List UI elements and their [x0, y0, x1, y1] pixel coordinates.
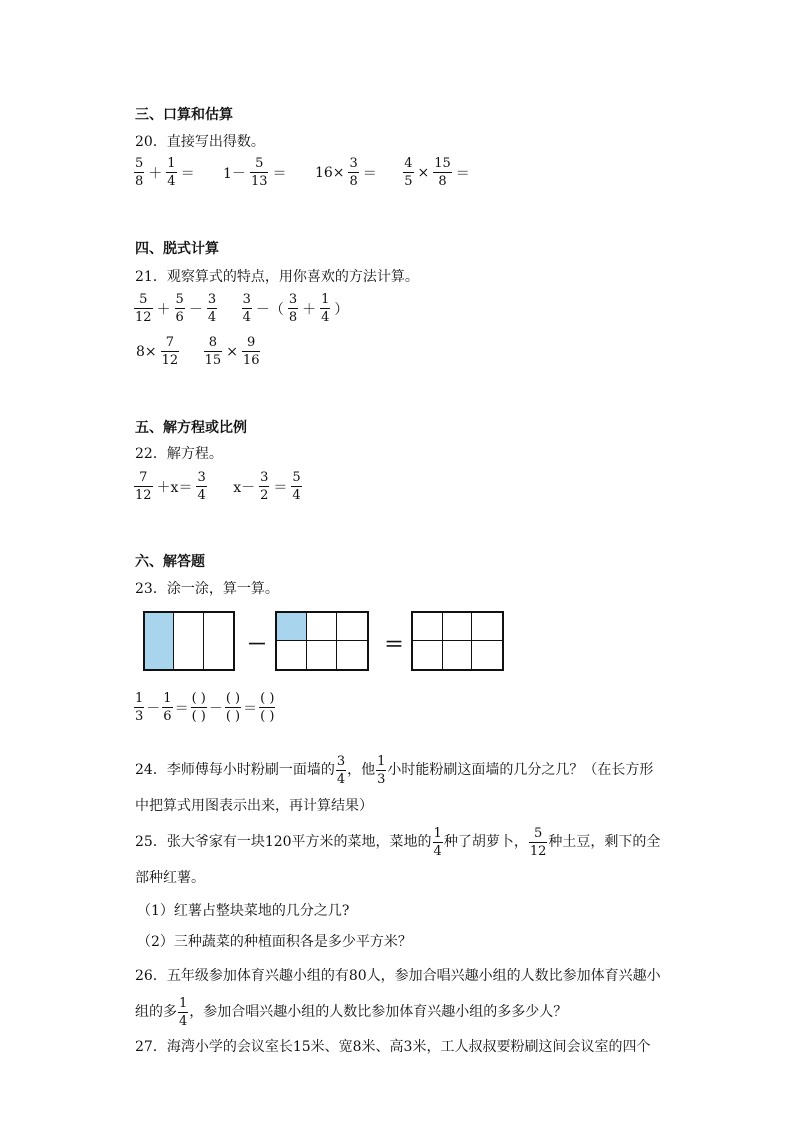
- operator: ＋: [148, 165, 163, 182]
- blank-den[interactable]: ( ): [191, 709, 206, 724]
- grid-cell-shaded[interactable]: [145, 613, 174, 669]
- grid-cell[interactable]: [472, 613, 502, 641]
- frac-num: 1: [167, 156, 176, 171]
- operator: －（: [255, 301, 284, 318]
- frac-den: 5: [404, 174, 413, 189]
- operator: ＋x＝: [156, 479, 193, 496]
- q20-expr-1: [133, 157, 198, 188]
- frac-num: 4: [404, 156, 413, 171]
- grid-cell[interactable]: [174, 613, 203, 669]
- operator: ＝: [273, 479, 288, 496]
- frac-num: 5: [135, 156, 144, 171]
- q21-expr-2: [241, 293, 352, 324]
- frac-den: 4: [336, 771, 346, 787]
- frac-num: 5: [250, 157, 269, 173]
- grid-cell[interactable]: [204, 613, 233, 669]
- equals-sign: ＝: [384, 632, 404, 656]
- q25-text-3: 种土豆，剩下的全部种红薯。: [135, 834, 661, 886]
- frac-den: 4: [242, 310, 251, 325]
- operator: －: [188, 301, 203, 318]
- grid-cell[interactable]: [413, 641, 443, 669]
- frac-num: 1: [135, 691, 144, 706]
- equals-sign: ＝: [272, 165, 287, 182]
- grid-cell[interactable]: [307, 641, 337, 669]
- frac-den: 8: [438, 174, 447, 189]
- blank-num[interactable]: ( ): [260, 691, 275, 706]
- frac-den: 4: [207, 310, 217, 325]
- blank-num[interactable]: ( ): [225, 691, 241, 706]
- operator: ×: [417, 164, 430, 181]
- frac-den: 8: [288, 310, 298, 325]
- operator: ＋: [156, 301, 171, 318]
- frac-den: 4: [167, 174, 176, 189]
- frac-den: 16: [242, 353, 260, 368]
- frac-den: 4: [197, 488, 206, 503]
- frac-num: 7: [134, 471, 153, 487]
- frac-num: 3: [197, 470, 206, 485]
- grid-cell[interactable]: [472, 641, 502, 669]
- prefix: x－: [233, 479, 256, 496]
- frac-den: 2: [260, 488, 269, 503]
- question-23-title: 23．涂一涂，算一算。: [135, 581, 279, 597]
- question-25: [135, 824, 665, 896]
- grid-cell[interactable]: [337, 613, 367, 641]
- operator: ＋: [302, 301, 317, 318]
- q25-text-2: 种了胡萝卜，: [443, 834, 528, 850]
- frac-num: 3: [242, 292, 251, 307]
- frac-num: 1: [321, 292, 330, 307]
- q23-formula: [133, 692, 276, 723]
- question-22-equations: [133, 471, 321, 502]
- prefix: 8×: [136, 343, 157, 360]
- frac-num: 3: [207, 292, 217, 307]
- grid-cell[interactable]: [307, 613, 337, 641]
- frac-den: 6: [163, 709, 172, 724]
- frac-den: 13: [250, 174, 268, 189]
- q21-expr-3: [133, 336, 180, 367]
- q22-eq-2: [230, 471, 302, 502]
- close-paren: ）: [334, 301, 349, 318]
- q20-expr-2: [220, 157, 289, 188]
- question-21-row-1: [133, 293, 369, 324]
- grid-answer: [411, 611, 504, 671]
- frac-num: 3: [288, 292, 298, 307]
- frac-num: 15: [434, 156, 451, 171]
- frac-den: 6: [175, 310, 184, 325]
- frac-den: 4: [292, 488, 301, 503]
- section-5-heading: 五、解方程或比例: [135, 420, 247, 436]
- blank-den[interactable]: ( ): [225, 709, 241, 724]
- frac-den: 12: [135, 310, 152, 325]
- frac-den: 8: [349, 174, 358, 189]
- question-25-sub-1: （1）红薯占整块菜地的几分之几?: [137, 903, 350, 919]
- frac-num: 5: [175, 292, 184, 307]
- grid-cell[interactable]: [443, 613, 473, 641]
- section-6-heading: 六、解答题: [135, 554, 205, 570]
- question-27: 27．海湾小学的会议室长15米、宽8米、高3米，工人叔叔要粉刷这间会议室的四个: [135, 1039, 651, 1055]
- equals-sign: ＝: [180, 165, 195, 182]
- q20-expr-4: [402, 157, 473, 188]
- question-20-title: 20．直接写出得数。: [135, 134, 265, 150]
- frac-num: 1: [433, 825, 442, 841]
- grid-cell[interactable]: [337, 641, 367, 669]
- q24-text-2: ，他: [347, 762, 376, 778]
- frac-num: 3: [349, 156, 358, 171]
- operator: －: [146, 700, 161, 717]
- blank-den[interactable]: ( ): [260, 709, 275, 724]
- q20-expr-3: [312, 157, 380, 188]
- prefix: 1－: [223, 165, 246, 182]
- section-4-heading: 四、脱式计算: [135, 241, 219, 257]
- frac-num: 9: [242, 336, 261, 352]
- frac-num: 1: [179, 995, 188, 1011]
- grid-thirds: [143, 611, 235, 671]
- equals-sign: ＝: [174, 700, 189, 717]
- equals-sign: ＝: [362, 165, 377, 182]
- q24-text-3: 小时能粉刷这面墙的几分之几？（在长方形中把算式用图表示出来，再计算结果）: [135, 762, 654, 814]
- frac-num: 5: [529, 827, 548, 843]
- frac-den: 8: [135, 174, 144, 189]
- q22-eq-1: [133, 471, 208, 502]
- section-3-heading: 三、口算和估算: [135, 107, 233, 123]
- frac-num: 3: [336, 753, 346, 769]
- grid-cell[interactable]: [443, 641, 473, 669]
- frac-den: 12: [529, 843, 547, 859]
- frac-den: 4: [433, 843, 442, 859]
- question-22-title: 22．解方程。: [135, 446, 223, 462]
- q26-text-2: ，参加合唱兴趣小组的人数比参加体育兴趣小组的多多少人？: [189, 1004, 568, 1020]
- q25-text-1: 25．张大爷家有一块120平方米的菜地，菜地的: [135, 834, 432, 850]
- frac-den: 4: [321, 310, 330, 325]
- question-25-sub-2: （2）三种蔬菜的种植面积各是多少平方米？: [137, 934, 412, 950]
- question-21-row-2: [133, 336, 279, 367]
- operator: ×: [226, 343, 238, 360]
- q21-expr-1: [133, 293, 218, 324]
- question-26: [135, 958, 665, 1030]
- grid-sixths: [275, 611, 369, 671]
- grid-cell[interactable]: [413, 613, 443, 641]
- blank-num[interactable]: ( ): [191, 691, 206, 706]
- frac-den: 3: [135, 709, 144, 724]
- equals-sign: ＝: [455, 165, 470, 182]
- frac-num: 1: [163, 691, 172, 706]
- grid-cell-shaded[interactable]: [277, 613, 307, 641]
- frac-num: 5: [292, 470, 301, 485]
- question-21-title: 21．观察算式的特点，用你喜欢的方法计算。: [135, 269, 419, 285]
- frac-den: 15: [204, 353, 222, 368]
- question-20-expressions: [133, 157, 491, 188]
- grid-cell[interactable]: [277, 641, 307, 669]
- frac-den: 3: [377, 771, 386, 787]
- frac-num: 8: [204, 336, 223, 352]
- frac-num: 1: [377, 753, 386, 769]
- question-24: [135, 752, 665, 824]
- operator: －: [208, 700, 223, 717]
- q21-expr-4: [203, 336, 262, 367]
- frac-den: 12: [161, 353, 179, 368]
- equals-sign: ＝: [243, 700, 258, 717]
- q26-text-1: 26．五年级参加体育兴趣小组的有80人，参加合唱兴趣小组的人数比参加体育兴趣小组的多: [135, 968, 661, 1020]
- prefix: 16×: [314, 164, 345, 181]
- frac-num: 3: [260, 470, 269, 485]
- frac-den: 4: [179, 1013, 188, 1029]
- minus-sign: －: [247, 632, 267, 656]
- frac-num: 5: [134, 293, 153, 309]
- frac-num: 7: [161, 336, 180, 352]
- q24-text-1: 24．李师傅每小时粉刷一面墙的: [135, 762, 335, 778]
- frac-den: 12: [135, 488, 152, 503]
